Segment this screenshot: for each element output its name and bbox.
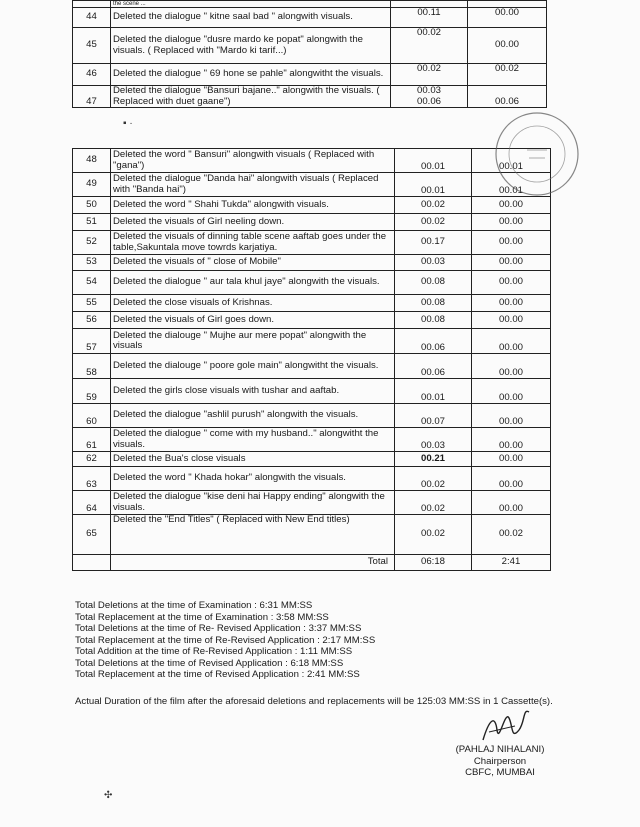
- cut-description: Deleted the dialouge " poore gole main" alongwitht the visuals.: [111, 354, 395, 379]
- deleted-duration-b: 00.06: [416, 95, 441, 107]
- deleted-duration: 00.02: [391, 64, 468, 86]
- serial-number: 47: [73, 86, 111, 108]
- serial-number: 58: [73, 354, 111, 379]
- deleted-duration: 00.08: [395, 312, 472, 329]
- replaced-duration: 00.00: [472, 329, 551, 354]
- replaced-duration: 00.00: [472, 231, 551, 255]
- signatory-block: [450, 744, 550, 779]
- replaced-duration: 00.00: [472, 255, 551, 271]
- total-label: Total: [111, 555, 395, 571]
- cut-description: Deleted the visuals of Girl neeling down.: [111, 214, 395, 231]
- deleted-duration: 00.01: [395, 379, 472, 404]
- deleted-duration: 00.08: [395, 271, 472, 295]
- replaced-duration: 00.02: [472, 515, 551, 555]
- cut-description: Deleted the dialogue "ashlil purush" alongwith the visuals.: [111, 404, 395, 428]
- serial-number: 59: [73, 379, 111, 404]
- cut-description: Deleted the "End Titles" ( Replaced with New End titles): [111, 515, 395, 555]
- serial-number: 65: [73, 515, 111, 555]
- cut-description: Deleted the dialogue "Bansuri bajane.." alongwith the visuals. ( Replaced with duet gaane"): [111, 86, 391, 108]
- serial-number: 61: [73, 428, 111, 452]
- deleted-duration: 00.06: [395, 329, 472, 354]
- cut-description: Deleted the close visuals of Krishnas.: [111, 295, 395, 312]
- serial-number: 54: [73, 271, 111, 295]
- total-row: [73, 555, 551, 571]
- serial-number: 55: [73, 295, 111, 312]
- table-row: [73, 86, 547, 108]
- total-deleted: 06:18: [395, 555, 472, 571]
- serial-number: 49: [73, 173, 111, 197]
- table-row: [73, 515, 551, 555]
- serial-number: 50: [73, 197, 111, 214]
- cuts-table-top: [72, 0, 547, 108]
- serial-number: 56: [73, 312, 111, 329]
- deleted-duration: 00.11: [391, 8, 468, 28]
- signature-mark: [475, 700, 535, 750]
- cut-description: Deleted the dialogue "dusre mardo ke popat" alongwith the visuals. ( Replaced with "Mardo ki tarif...): [111, 28, 391, 64]
- table-row: [73, 1, 547, 8]
- deleted-duration: 00.01: [395, 173, 472, 197]
- cut-description: Deleted the word " Khada hokar" alongwith the visuals.: [111, 467, 395, 491]
- table-row: [73, 354, 551, 379]
- serial-number: 64: [73, 491, 111, 515]
- replaced-duration: 00.02: [468, 64, 547, 86]
- replaced-duration: 00.00: [472, 452, 551, 467]
- cut-description: Deleted the visuals of dinning table scene aaftab goes under the table,Sakuntala move towrds karjatiya.: [111, 231, 395, 255]
- deleted-duration: 00.02: [395, 197, 472, 214]
- table-row: [73, 404, 551, 428]
- cut-description: Deleted the dialouge " Mujhe aur mere popat" alongwith the visuals: [111, 329, 395, 354]
- table-row: [73, 231, 551, 255]
- deleted-duration: 00.06: [395, 354, 472, 379]
- replaced-duration-b: 00.06: [494, 95, 519, 107]
- replaced-duration: 00.00: [472, 428, 551, 452]
- table-row: [73, 255, 551, 271]
- table-row: [73, 379, 551, 404]
- serial-number: 52: [73, 231, 111, 255]
- deleted-duration: 00.07: [395, 404, 472, 428]
- replaced-duration: 00.00: [472, 379, 551, 404]
- serial-number: 63: [73, 467, 111, 491]
- replaced-duration: 00.00: [468, 8, 547, 28]
- official-seal-stamp: [493, 110, 581, 198]
- table-row: [73, 28, 547, 64]
- summary-line: Total Deletions at the time of Re- Revised Application : 3:37 MM:SS: [75, 623, 362, 634]
- cut-description: Deleted the dialogue "Danda hai" alongwith visuals ( Replaced with "Banda hai"): [111, 173, 395, 197]
- scan-mark: ▪ ·: [123, 118, 133, 129]
- table-row: [73, 295, 551, 312]
- replaced-duration: 00.00: [472, 197, 551, 214]
- deleted-duration: 00.01: [395, 149, 472, 173]
- deleted-duration: 00.02: [395, 491, 472, 515]
- cut-description: Deleted the visuals of " close of Mobile": [111, 255, 395, 271]
- table-row: [73, 197, 551, 214]
- replaced-duration: 00.00: [472, 214, 551, 231]
- cut-description: Deleted the dialogue " 69 hone se pahle" alongwitht the visuals.: [111, 64, 391, 86]
- signatory-org: CBFC, MUMBAI: [465, 767, 535, 778]
- table-row: [73, 271, 551, 295]
- deleted-duration: 00.02: [395, 467, 472, 491]
- serial-number: 48: [73, 149, 111, 173]
- summary-line: Total Addition at the time of Re-Revised Application : 1:11 MM:SS: [75, 646, 353, 657]
- cut-description: Deleted the visuals of Girl goes down.: [111, 312, 395, 329]
- table-row: [73, 214, 551, 231]
- deleted-duration: [391, 86, 468, 108]
- replaced-duration: 00.00: [472, 404, 551, 428]
- serial-number: 57: [73, 329, 111, 354]
- deleted-duration: 00.17: [395, 231, 472, 255]
- total-replaced: 2:41: [472, 555, 551, 571]
- table-row: [73, 64, 547, 86]
- replaced-duration: 00.00: [472, 295, 551, 312]
- replaced-duration: 00.00: [472, 354, 551, 379]
- replaced-duration: 00.00: [472, 271, 551, 295]
- replaced-duration: 00.00: [472, 491, 551, 515]
- replaced-duration: [468, 86, 547, 108]
- deleted-duration: 00.03: [395, 255, 472, 271]
- cut-description: Deleted the dialogue " kitne saal bad " alongwith visuals.: [111, 8, 391, 28]
- row-fragment: the scene ...: [111, 1, 391, 8]
- summary-line: Total Replacement at the time of Revised Application : 2:41 MM:SS: [75, 669, 360, 680]
- table-row: [73, 467, 551, 491]
- table-row: [73, 312, 551, 329]
- cut-description: Deleted the dialogue "kise deni hai Happy ending" alongwith the visuals.: [111, 491, 395, 515]
- serial-number: 46: [73, 64, 111, 86]
- cut-description: Deleted the girls close visuals with tushar and aaftab.: [111, 379, 395, 404]
- cut-description: Deleted the Bua's close visuals: [111, 452, 395, 467]
- summary-line: Total Deletions at the time of Examination : 6:31 MM:SS: [75, 600, 313, 611]
- deleted-duration: 00.08: [395, 295, 472, 312]
- summary-line: Total Replacement at the time of Re-Revised Application : 2:17 MM:SS: [75, 634, 376, 646]
- actual-duration-note: Actual Duration of the film after the aforesaid deletions and replacements will be 125:03 MM:SS in 1 Cassette(s).: [75, 696, 553, 707]
- table-row: [73, 149, 551, 173]
- replaced-duration: 00.00: [472, 312, 551, 329]
- cuts-table: [72, 148, 551, 571]
- deleted-duration: 00.02: [395, 515, 472, 555]
- cut-description: Deleted the dialogue " come with my husband.." alongwitht the visuals.: [111, 428, 395, 452]
- serial-number: 45: [73, 28, 111, 64]
- summary-line: Total Deletions at the time of Revised Application : 6:18 MM:SS: [75, 657, 344, 669]
- table-row: [73, 428, 551, 452]
- serial-number: 44: [73, 8, 111, 28]
- deleted-duration: 00.02: [391, 28, 468, 64]
- deleted-duration: 00.02: [395, 214, 472, 231]
- cut-description: Deleted the dialogue " aur tala khul jaye" alongwith the visuals.: [111, 271, 395, 295]
- totals-summary: [75, 600, 375, 681]
- replaced-duration: 00.00: [472, 467, 551, 491]
- serial-number: 62: [73, 452, 111, 467]
- replaced-duration: 00.00: [468, 28, 547, 64]
- serial-number: 53: [73, 255, 111, 271]
- replaced-duration: 00.01: [472, 149, 551, 173]
- cut-description: Deleted the word " Shahi Tukda" alongwith visuals.: [111, 197, 395, 214]
- serial-number: 51: [73, 214, 111, 231]
- table-row: [73, 491, 551, 515]
- signatory-name: (PAHLAJ NIHALANI): [455, 744, 545, 755]
- replaced-duration: 00.01: [472, 173, 551, 197]
- table-row: [73, 329, 551, 354]
- scan-mark: ✣: [104, 790, 113, 801]
- table-row: [73, 452, 551, 467]
- deleted-duration: 00.21: [395, 452, 472, 467]
- table-row: [73, 8, 547, 28]
- signatory-title: Chairperson: [473, 755, 527, 767]
- summary-line: Total Replacement at the time of Examination : 3:58 MM:SS: [75, 611, 329, 623]
- deleted-duration: 00.03: [395, 428, 472, 452]
- table-row: [73, 173, 551, 197]
- cut-description: Deleted the word " Bansuri" alongwith visuals ( Replaced with "gana"): [111, 149, 395, 173]
- serial-number: 60: [73, 404, 111, 428]
- deleted-duration-a: 00.03: [416, 85, 441, 96]
